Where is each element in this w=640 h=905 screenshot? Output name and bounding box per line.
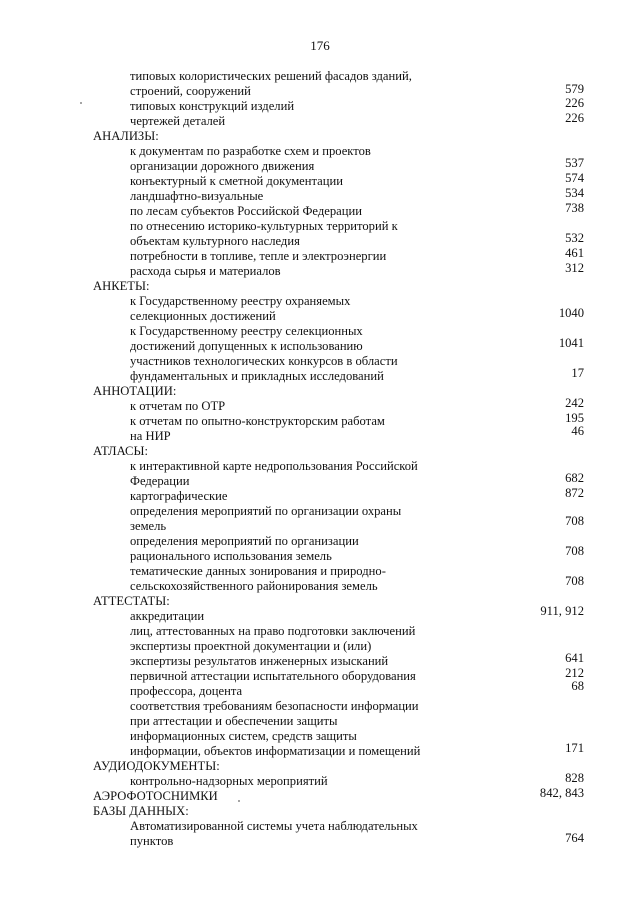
index-entry-text: первичной аттестации испытательного оборудования xyxy=(130,669,416,683)
index-heading: АНАЛИЗЫ: xyxy=(93,129,159,143)
index-entry-text: к Государственному реестру селекционных xyxy=(130,324,363,338)
index-entry-text: расхода сырья и материалов xyxy=(130,264,281,278)
page-reference: 534 xyxy=(565,186,584,200)
index-entry-text: экспертизы результатов инженерных изысканий xyxy=(130,654,389,668)
page-reference: 46 xyxy=(571,424,584,438)
index-heading: АЭРОФОТОСНИМКИ xyxy=(93,789,218,803)
index-entry-text: Федерации xyxy=(130,474,190,488)
page-reference: 242 xyxy=(565,396,584,410)
index-entry-text: фундаментальных и прикладных исследований xyxy=(130,369,384,383)
page-reference: 828 xyxy=(565,771,584,785)
index-heading: АННОТАЦИИ: xyxy=(93,384,177,398)
page-reference: 1040 xyxy=(558,306,584,320)
index-entry-text: земель xyxy=(130,519,167,533)
page-reference: 226 xyxy=(565,96,584,110)
index-entry-text: пунктов xyxy=(130,834,174,848)
index-entry-text: на НИР xyxy=(130,429,171,443)
index-heading: АНКЕТЫ: xyxy=(93,279,150,293)
page-reference: 537 xyxy=(565,156,584,170)
index-entry-text: по лесам субъектов Российской Федерации xyxy=(130,204,362,218)
index-entry-text: аккредитации xyxy=(130,609,205,623)
page-reference: 532 xyxy=(565,231,584,245)
index-entry-text: к документам по разработке схем и проектов xyxy=(130,144,371,158)
page-reference: 682 xyxy=(565,471,584,485)
index-entry-text: ландшафтно-визуальные xyxy=(130,189,264,203)
index-entry-text: лиц, аттестованных на право подготовки заключений xyxy=(130,624,416,638)
index-entry-text: к отчетам по ОТР xyxy=(130,399,226,413)
page-reference: 708 xyxy=(565,544,584,558)
page-reference: 738 xyxy=(565,201,584,215)
index-entry-text: сельскохозяйственного районирования земель xyxy=(130,579,378,593)
page-reference: 312 xyxy=(565,261,584,275)
index-entry-text: соответствия требованиям безопасности информации xyxy=(130,699,419,713)
index-heading: АУДИОДОКУМЕНТЫ: xyxy=(93,759,220,773)
index-entry-text: строений, сооружений xyxy=(130,84,251,98)
index-entry-text: экспертизы проектной документации и (или) xyxy=(130,639,372,653)
index-entry-text: объектам культурного наследия xyxy=(130,234,300,248)
index-entry-text: потребности в топливе, тепле и электроэнергии xyxy=(130,249,387,263)
index-entry-text: определения мероприятий по организации xyxy=(130,534,359,548)
index-entry-text: картографические xyxy=(130,489,228,503)
page-reference: 911, 912 xyxy=(540,604,584,618)
page-reference: 17 xyxy=(571,366,584,380)
scan-speck xyxy=(238,800,240,802)
index-entry-text: к Государственному реестру охраняемых xyxy=(130,294,351,308)
index-entry-text: типовых конструкций изделий xyxy=(130,99,295,113)
page-reference: 574 xyxy=(565,171,584,185)
page-reference: 212 xyxy=(565,666,584,680)
index-entry-text: участников технологических конкурсов в области xyxy=(130,354,398,368)
page-reference: 708 xyxy=(565,574,584,588)
page-reference: 68 xyxy=(571,679,584,693)
index-entry-text: при аттестации и обеспечении защиты xyxy=(130,714,338,728)
index-entry-text: профессора, доцента xyxy=(130,684,243,698)
index-entry-text: по отнесению историко-культурных территорий к xyxy=(130,219,398,233)
index-entry-text: определения мероприятий по организации охраны xyxy=(130,504,402,518)
index-entry-text: типовых колористических решений фасадов зданий, xyxy=(130,69,412,83)
scan-speck xyxy=(80,102,82,104)
page-reference: 1041 xyxy=(558,336,584,350)
index-entry-text: Автоматизированной системы учета наблюдательных xyxy=(130,819,418,833)
index-entry-text: к интерактивной карте недропользования Российской xyxy=(130,459,418,473)
page-reference: 461 xyxy=(565,246,584,260)
page-reference: 842, 843 xyxy=(539,786,584,800)
page-reference: 579 xyxy=(565,82,584,96)
index-heading: АТТЕСТАТЫ: xyxy=(93,594,170,608)
index-entry-text: к отчетам по опытно-конструкторским работам xyxy=(130,414,385,428)
page-reference: 641 xyxy=(565,651,584,665)
index-entry-text: контрольно-надзорных мероприятий xyxy=(130,774,328,788)
index-entry-text: чертежей деталей xyxy=(130,114,226,128)
index-entry-text: конъектурный к сметной документации xyxy=(130,174,343,188)
index-entry-text: селекционных достижений xyxy=(130,309,276,323)
page-reference: 872 xyxy=(565,486,584,500)
index-entry-text: тематические данных зонирования и природно- xyxy=(130,564,386,578)
index-entry-text: достижений допущенных к использованию xyxy=(130,339,363,353)
index-entry-text: организации дорожного движения xyxy=(130,159,315,173)
page-reference: 171 xyxy=(565,741,584,755)
page-reference: 764 xyxy=(565,831,584,845)
index-heading: АТЛАСЫ: xyxy=(93,444,148,458)
index-entry-text: рационального использования земель xyxy=(130,549,332,563)
index-entry-text: информации, объектов информатизации и помещений xyxy=(130,744,421,758)
page-number: 176 xyxy=(310,38,330,53)
index-heading: БАЗЫ ДАННЫХ: xyxy=(93,804,189,818)
page-reference: 195 xyxy=(565,411,584,425)
page-reference: 708 xyxy=(565,514,584,528)
page-reference: 226 xyxy=(565,111,584,125)
index-entry-text: информационных систем, средств защиты xyxy=(130,729,357,743)
